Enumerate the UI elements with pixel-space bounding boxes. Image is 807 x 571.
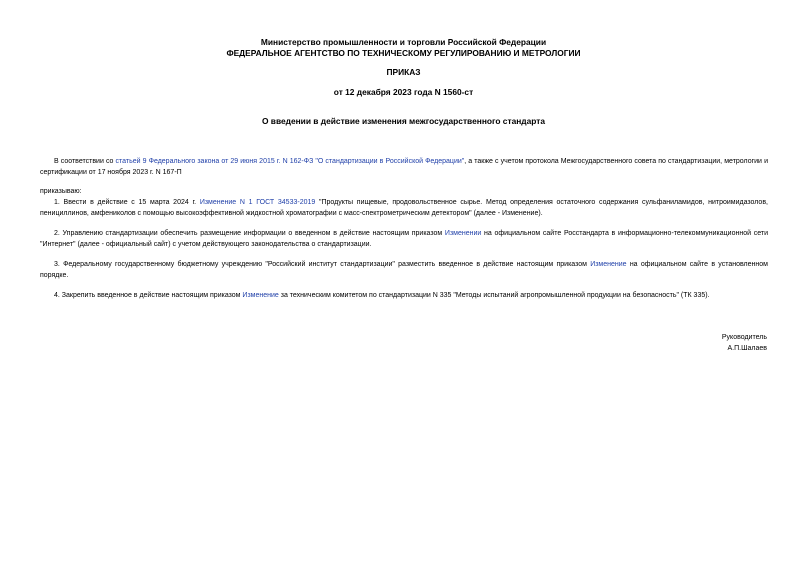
item-2-paragraph [40, 229, 768, 250]
document-date-number: от 12 декабря 2023 года N 1560-ст [333, 87, 474, 97]
federal-law-link[interactable]: статьей 9 Федерального закона от 29 июня 2015 г. N 162-ФЗ "О стандартизации в Российской Федерации" [115, 158, 465, 165]
item-1-text-end: "Продукты пищевые, продовольственное сырье. Метод определения остаточного содержания сульфаниламидов, нитроимидазолов, пенициллинов, амфениколов с помощью высокоэффективной жидкостной хроматографии с масс-спектрометрическим детектором" (далее - Изменение). [40, 199, 768, 217]
item-3-text-end: на официальном сайте в установленном порядке. [40, 261, 768, 279]
item-3-text-start: 3. Федеральному государственному бюджетному учреждению "Российский институт стандартизации" разместить введенное в действие настоящим приказом [54, 261, 591, 268]
signatory-position: Руководитель [721, 334, 767, 341]
document-title: О введении в действие изменения межгосударственного стандарта [261, 116, 546, 126]
agency-name: ФЕДЕРАЛЬНОЕ АГЕНТСТВО ПО ТЕХНИЧЕСКОМУ РЕГУЛИРОВАНИЮ И МЕТРОЛОГИИ [226, 48, 581, 58]
preamble-paragraph [40, 157, 768, 178]
document-type: ПРИКАЗ [386, 67, 421, 77]
ministry-name: Министерство промышленности и торговли Российской Федерации [260, 37, 547, 47]
amendment-link-3[interactable]: Изменение [590, 261, 627, 268]
item-4-text-end: за техническим комитетом по стандартизации N 335 "Методы испытаний агропромышленной продукции на безопасность" (ТК 335). [278, 292, 710, 299]
signatory-name: А.П.Шалаев [727, 345, 767, 352]
standard-amendment-link[interactable]: Изменение N 1 ГОСТ 34533-2019 [199, 199, 316, 206]
order-word: приказываю: [40, 188, 82, 195]
item-2-text-end: на официальном сайте Росстандарта в информационно-телекоммуникационной сети "Интернет" (далее - официальный сайт) с учетом действующего законодательства о стандартизации. [40, 230, 769, 248]
item-1-paragraph [40, 198, 768, 219]
amendment-link-2[interactable]: Изменении [444, 230, 482, 237]
item-4-paragraph [40, 291, 768, 302]
preamble-text-end: , а также с учетом протокола Межгосударственного совета по стандартизации, метрологии и сертификации от 17 ноября 2023 г. N 167-П [40, 158, 768, 176]
preamble-text-start: В соответствии со [54, 158, 116, 165]
item-1-text-start: 1. Ввести в действие с 15 марта 2024 г. [54, 199, 200, 206]
amendment-link-4[interactable]: Изменение [242, 292, 279, 299]
item-3-paragraph [40, 260, 768, 281]
item-2-text-start: 2. Управлению стандартизации обеспечить размещение информации о введенном в действие настоящим приказом [54, 230, 445, 237]
item-4-text-start: 4. Закрепить введенное в действие настоящим приказом [54, 292, 243, 299]
